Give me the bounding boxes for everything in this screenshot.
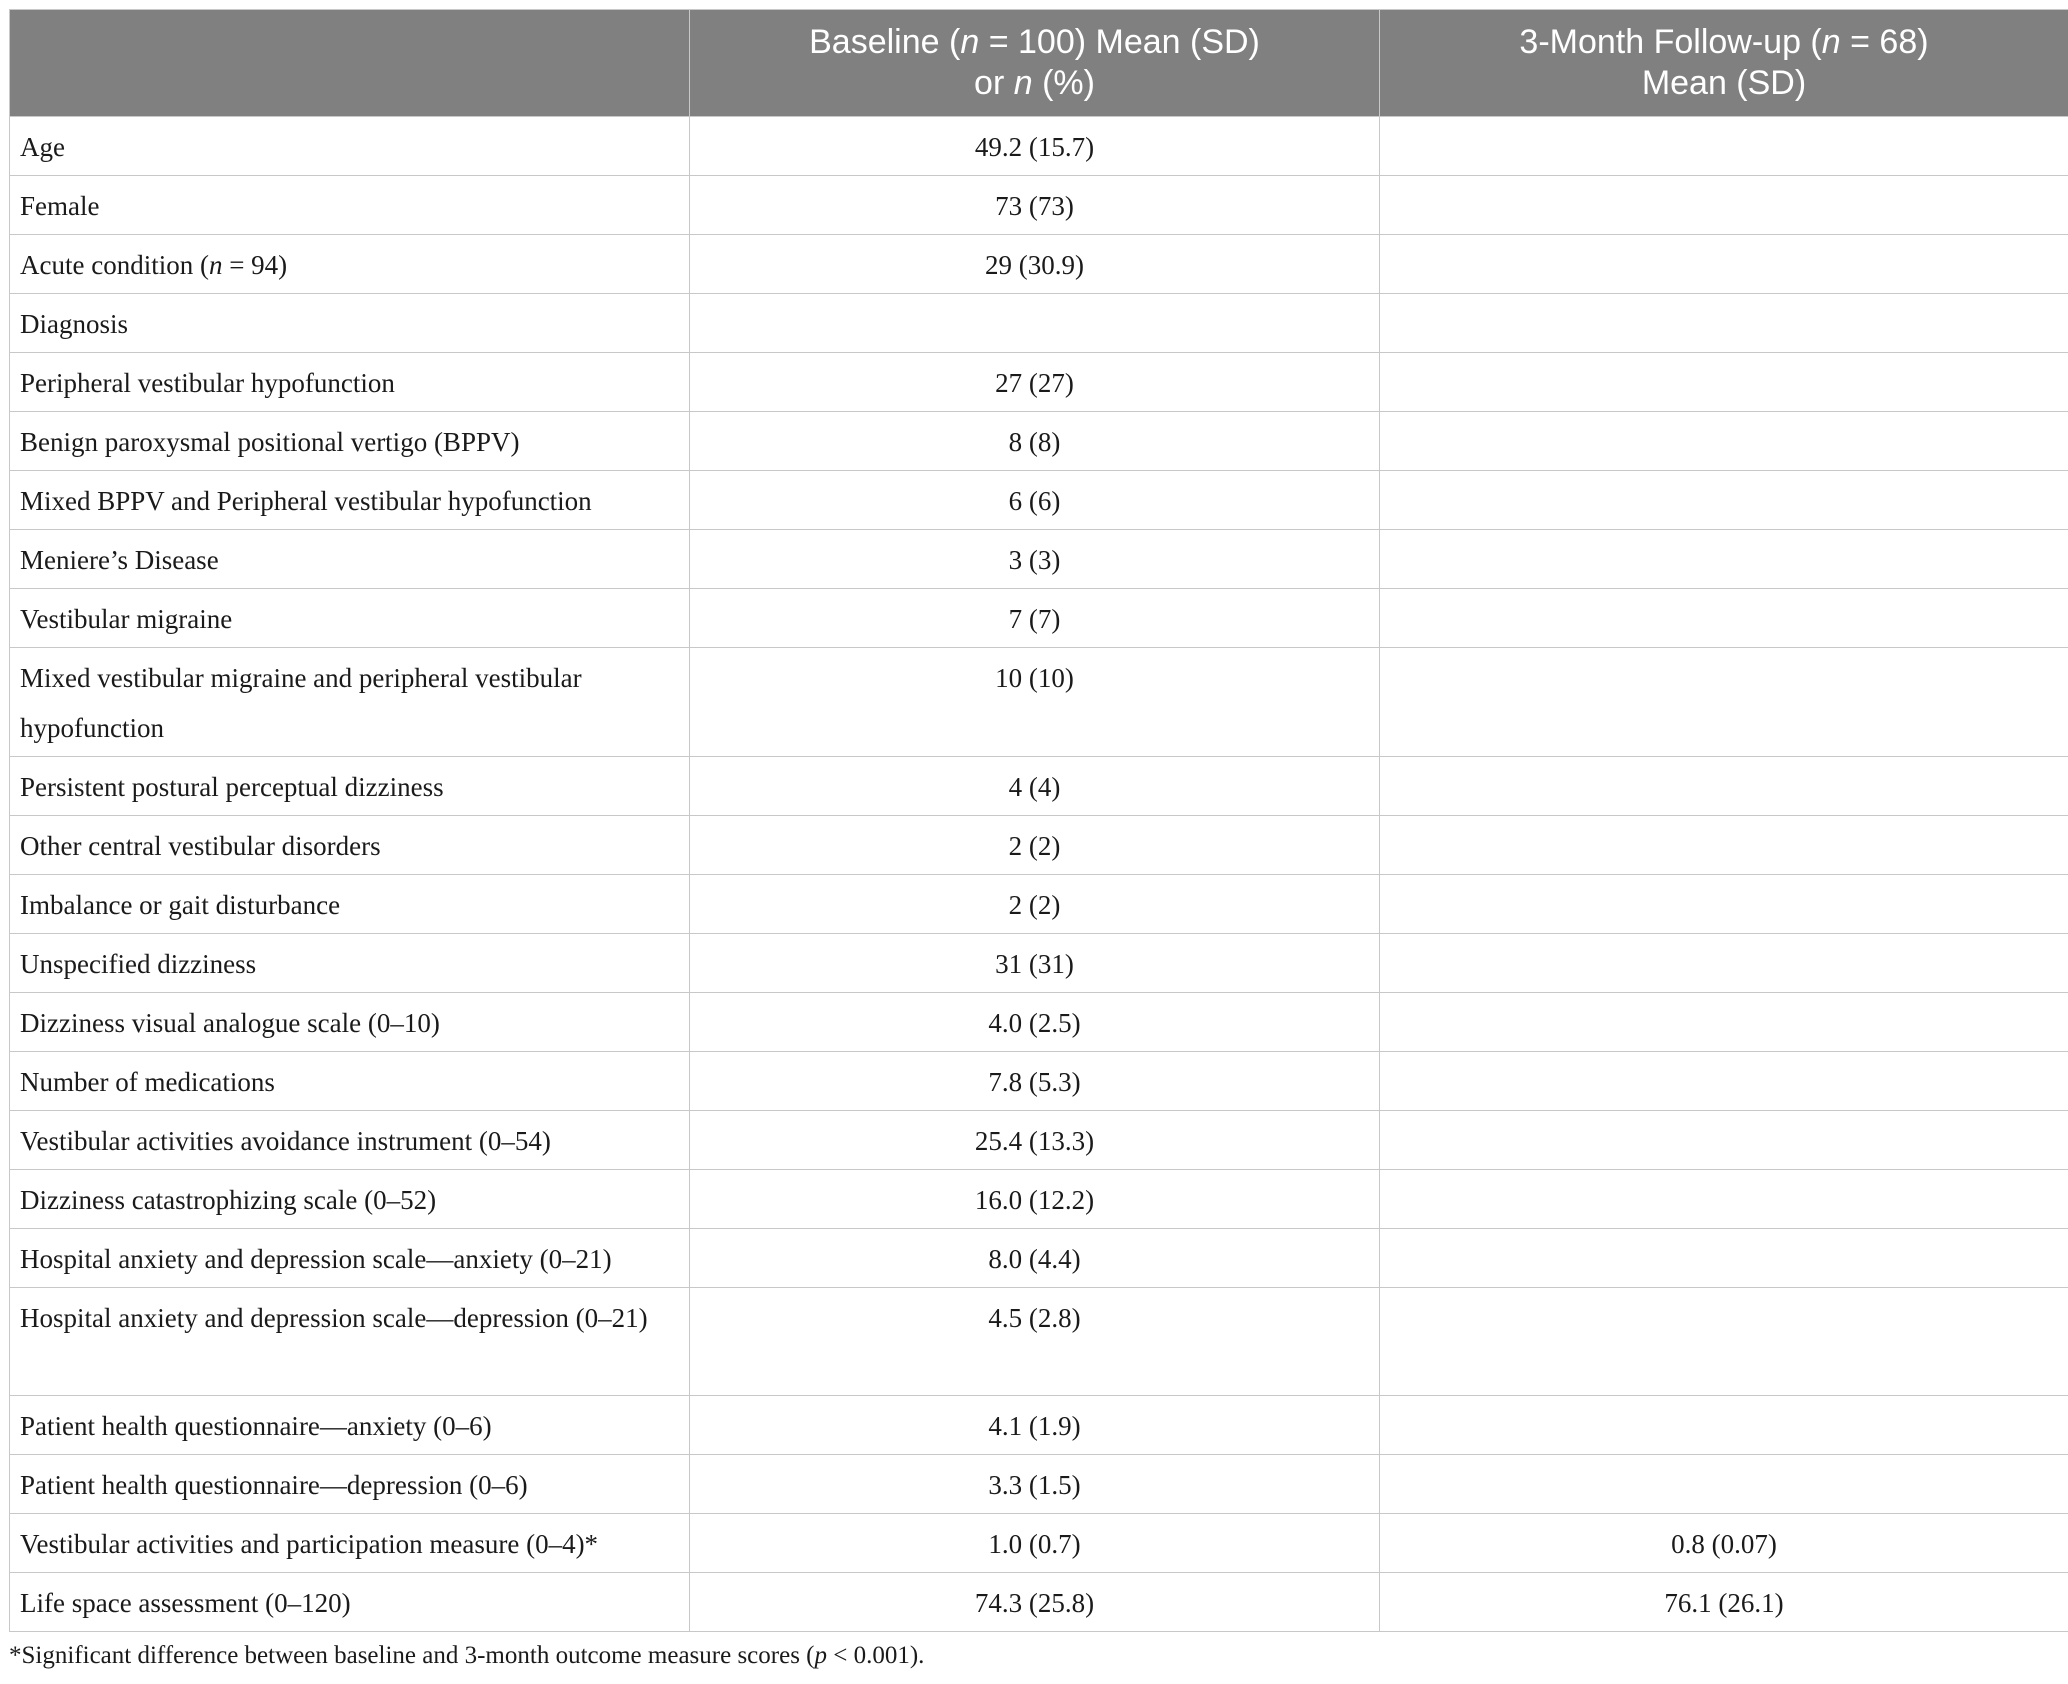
table-row [10, 471, 2068, 530]
table-row [10, 1288, 2068, 1396]
baseline-value: 73 (73) [690, 176, 1380, 235]
table-row [10, 294, 2068, 353]
row-label: Vestibular activities avoidance instrument (0–54) [10, 1111, 690, 1170]
characteristics-table [9, 9, 2068, 1632]
table-row [10, 993, 2068, 1052]
baseline-value: 3.3 (1.5) [690, 1455, 1380, 1514]
table-row [10, 1052, 2068, 1111]
followup-value [1380, 530, 2068, 589]
followup-value [1380, 1455, 2068, 1514]
followup-value [1380, 471, 2068, 530]
followup-value [1380, 875, 2068, 934]
row-label: Hospital anxiety and depression scale—anxiety (0–21) [10, 1229, 690, 1288]
table-row [10, 1111, 2068, 1170]
followup-value [1380, 1052, 2068, 1111]
row-label: Patient health questionnaire—anxiety (0–6) [10, 1396, 690, 1455]
table-row [10, 1170, 2068, 1229]
baseline-value: 2 (2) [690, 875, 1380, 934]
row-label: Number of medications [10, 1052, 690, 1111]
table-row [10, 117, 2068, 176]
header-row [10, 10, 2068, 117]
row-label: Diagnosis [10, 294, 690, 353]
table-row [10, 353, 2068, 412]
table-row [10, 412, 2068, 471]
table-body [10, 117, 2068, 1632]
row-label: Other central vestibular disorders [10, 816, 690, 875]
baseline-value: 25.4 (13.3) [690, 1111, 1380, 1170]
row-label: Imbalance or gait disturbance [10, 875, 690, 934]
row-label: Peripheral vestibular hypofunction [10, 353, 690, 412]
baseline-value: 2 (2) [690, 816, 1380, 875]
baseline-value: 3 (3) [690, 530, 1380, 589]
followup-value [1380, 589, 2068, 648]
baseline-value: 4.1 (1.9) [690, 1396, 1380, 1455]
baseline-value: 7 (7) [690, 589, 1380, 648]
baseline-value: 74.3 (25.8) [690, 1573, 1380, 1632]
header-col-characteristic [10, 10, 690, 117]
followup-value [1380, 1229, 2068, 1288]
followup-value [1380, 934, 2068, 993]
followup-value [1380, 1111, 2068, 1170]
table-row [10, 1396, 2068, 1455]
row-label: Mixed BPPV and Peripheral vestibular hypofunction [10, 471, 690, 530]
baseline-value: 10 (10) [690, 648, 1380, 757]
followup-value [1380, 1396, 2068, 1455]
row-label: Benign paroxysmal positional vertigo (BPPV) [10, 412, 690, 471]
followup-value [1380, 353, 2068, 412]
row-label: Unspecified dizziness [10, 934, 690, 993]
header-col-baseline: Baseline (n = 100) Mean (SD) or n (%) [690, 10, 1380, 117]
followup-value [1380, 648, 2068, 757]
baseline-value: 7.8 (5.3) [690, 1052, 1380, 1111]
baseline-value: 27 (27) [690, 353, 1380, 412]
row-label: Vestibular migraine [10, 589, 690, 648]
table-row [10, 875, 2068, 934]
baseline-value: 4 (4) [690, 757, 1380, 816]
row-label: Acute condition (n = 94) [10, 235, 690, 294]
row-label: Mixed vestibular migraine and peripheral vestibular hypofunction [10, 648, 690, 757]
table-footnote: *Significant difference between baseline and 3-month outcome measure scores (p < 0.001). [9, 1642, 925, 1669]
table-row [10, 757, 2068, 816]
table-row [10, 589, 2068, 648]
row-label: Female [10, 176, 690, 235]
row-label: Life space assessment (0–120) [10, 1573, 690, 1632]
table-row [10, 816, 2068, 875]
baseline-value: 8.0 (4.4) [690, 1229, 1380, 1288]
baseline-value: 1.0 (0.7) [690, 1514, 1380, 1573]
baseline-value: 6 (6) [690, 471, 1380, 530]
followup-value [1380, 1288, 2068, 1396]
followup-value [1380, 412, 2068, 471]
baseline-value: 49.2 (15.7) [690, 117, 1380, 176]
baseline-value: 4.5 (2.8) [690, 1288, 1380, 1396]
table-row [10, 530, 2068, 589]
baseline-value: 16.0 (12.2) [690, 1170, 1380, 1229]
followup-value: 0.8 (0.07) [1380, 1514, 2068, 1573]
table-row [10, 176, 2068, 235]
baseline-value: 29 (30.9) [690, 235, 1380, 294]
table-row [10, 1514, 2068, 1573]
row-label: Dizziness catastrophizing scale (0–52) [10, 1170, 690, 1229]
baseline-value: 8 (8) [690, 412, 1380, 471]
row-label: Hospital anxiety and depression scale—depression (0–21) [10, 1288, 690, 1396]
row-label: Meniere’s Disease [10, 530, 690, 589]
row-label: Dizziness visual analogue scale (0–10) [10, 993, 690, 1052]
row-label: Persistent postural perceptual dizziness [10, 757, 690, 816]
followup-value [1380, 816, 2068, 875]
row-label: Age [10, 117, 690, 176]
followup-value [1380, 757, 2068, 816]
followup-value: 76.1 (26.1) [1380, 1573, 2068, 1632]
baseline-value: 4.0 (2.5) [690, 993, 1380, 1052]
followup-value [1380, 294, 2068, 353]
table-row [10, 648, 2068, 757]
table-row [10, 934, 2068, 993]
table-row [10, 235, 2068, 294]
row-label: Vestibular activities and participation measure (0–4)* [10, 1514, 690, 1573]
followup-value [1380, 176, 2068, 235]
table-row [10, 1455, 2068, 1514]
followup-value [1380, 1170, 2068, 1229]
row-label: Patient health questionnaire—depression (0–6) [10, 1455, 690, 1514]
followup-value [1380, 235, 2068, 294]
table-row [10, 1229, 2068, 1288]
table-container [9, 9, 2068, 1670]
baseline-value: 31 (31) [690, 934, 1380, 993]
header-col-followup: 3-Month Follow-up (n = 68) Mean (SD) [1380, 10, 2068, 117]
followup-value [1380, 993, 2068, 1052]
baseline-value [690, 294, 1380, 353]
followup-value [1380, 117, 2068, 176]
table-row [10, 1573, 2068, 1632]
